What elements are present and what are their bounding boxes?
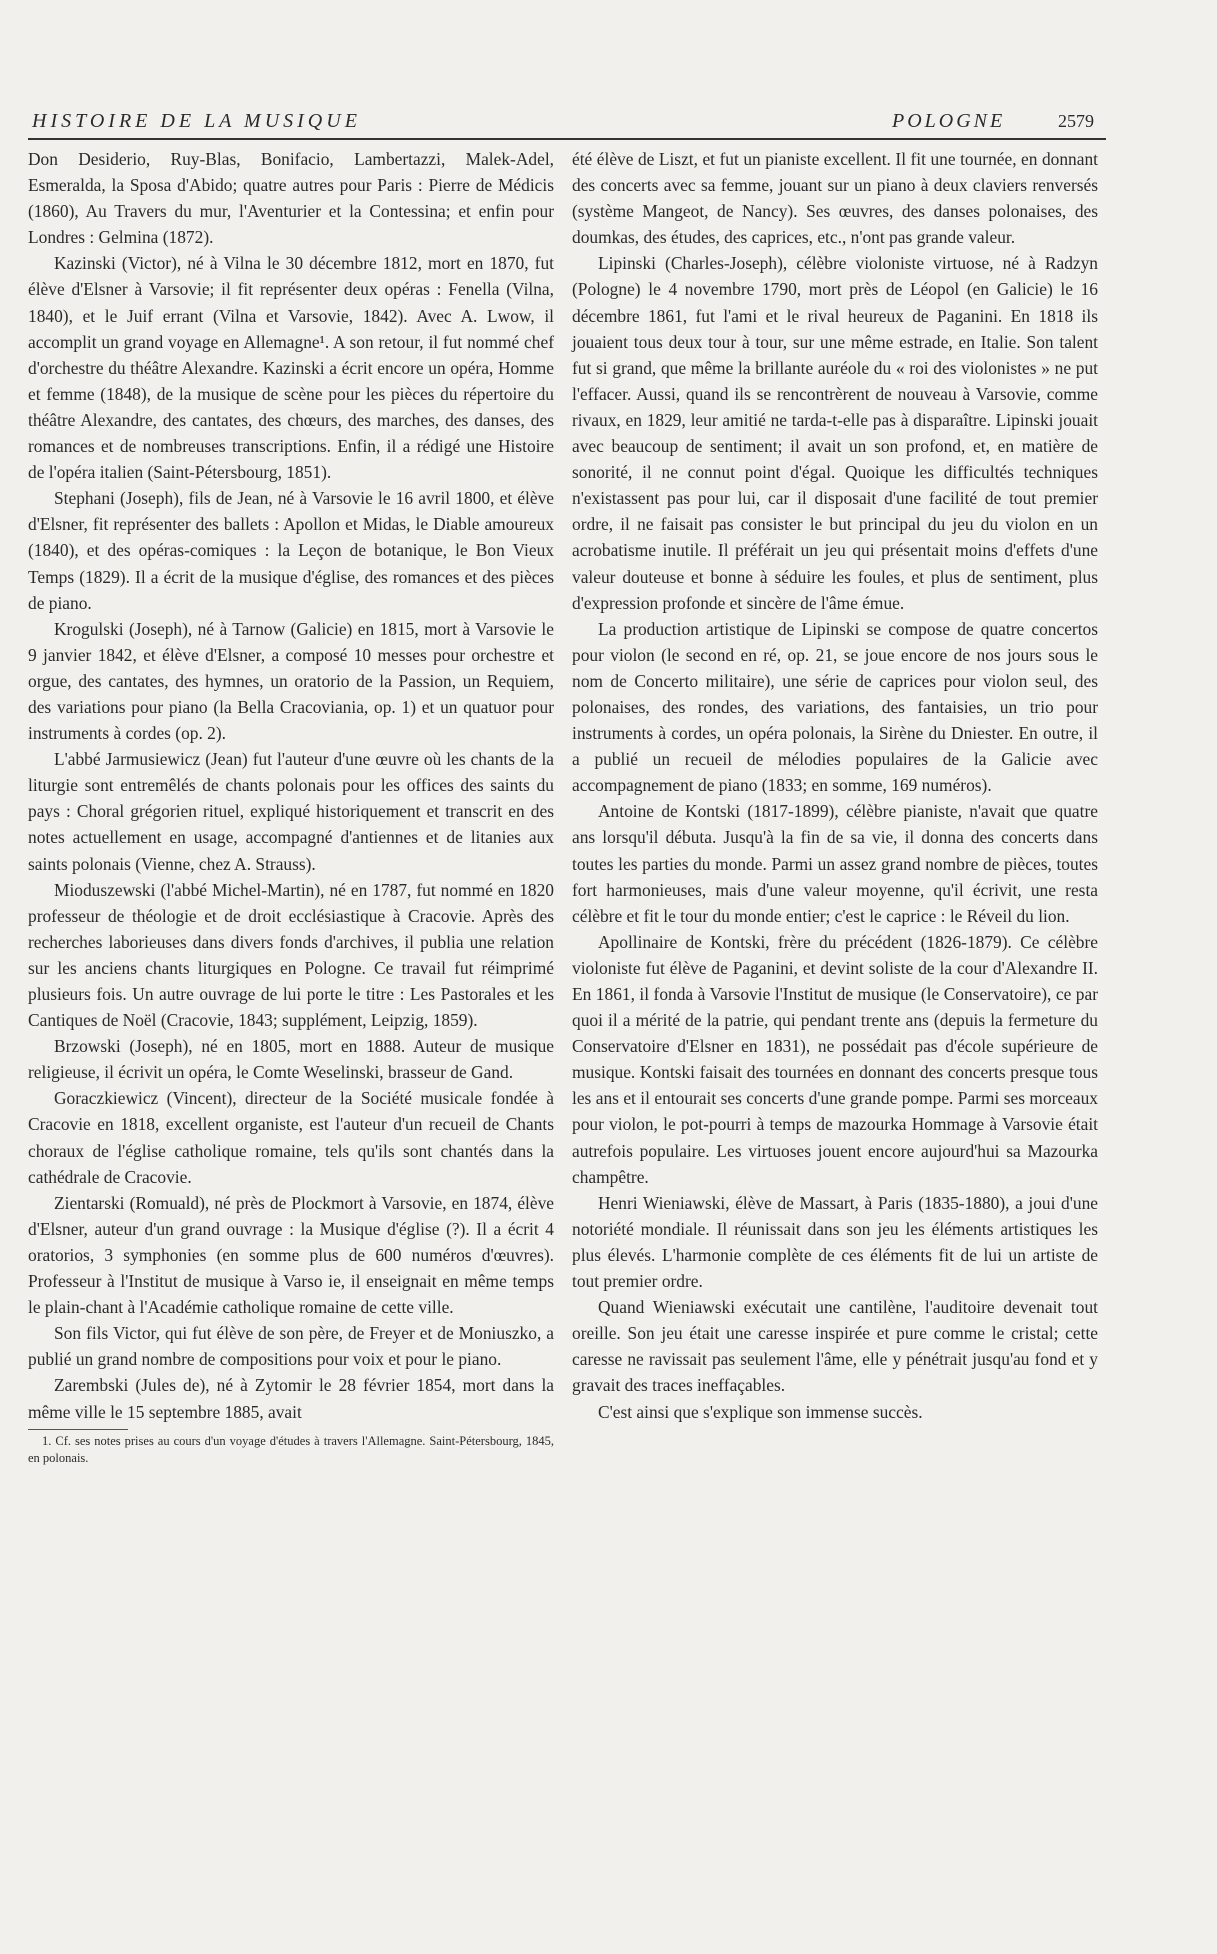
- running-title: HISTOIRE DE LA MUSIQUE: [32, 110, 361, 132]
- paragraph: Goraczkiewicz (Vincent), directeur de la Société musicale fondée à Cracovie en 1818, excellent organiste, est l'auteur d'un recueil de Chants choraux de l'église catholique romaine, tels qu'ils sont chantés dans la cathédrale de Cracovie.: [28, 1088, 554, 1187]
- paragraph: Quand Wieniawski exécutait une cantilène, l'auditoire devenait tout oreille. Son jeu était une caresse inspirée et pure comme le cristal; cette caresse ne ravissait pas seulement l'âme, elle y pénétrait jusqu'au fond et y gravait des traces ineffaçables.: [572, 1297, 1098, 1396]
- header-rule: [28, 138, 1106, 140]
- paragraph: été élève de Liszt, et fut un pianiste excellent. Il fit une tournée, en donnant des concerts avec sa femme, jouant sur un piano à deux claviers renversés (système Mangeot, de Nancy). Ses œuvres, des danses polonaises, des doumkas, des études, des caprices, etc., n'ont pas grande valeur.: [572, 149, 1098, 248]
- paragraph: Lipinski (Charles-Joseph), célèbre violoniste virtuose, né à Radzyn (Pologne) le 4 novembre 1790, mort près de Léopol (en Galicie) le 16 décembre 1861, fut l'ami et le rival heureux de Paganini. En 1818 ils jouaient tous deux tour à tour, sur une même estrade, en Italie. Son talent fut si grand, que même la brillante auréole du « roi des violonistes » ne put l'effacer. Aussi, quand ils se rencontrèrent de nouveau à Varsovie, comme rivaux, en 1829, leur amitié ne tarda-t-elle pas à disparaître. Lipinski jouait avec beaucoup de sentiment; il avait un son profond, et, en matière de sonorité, il ne connut point d'égal. Quoique les difficultés techniques n'existassent pas pour lui, car il disposait d'une facilité de tout premier ordre, il ne faisait pas consister le but principal du jeu du violon en un acrobatisme inutile. Il préférait un jeu qui présentait moins d'effets d'une valeur douteuse et bonne à séduire les foules, et plus de sentiment, plus d'expression profonde et sincère de l'âme émue.: [572, 253, 1098, 613]
- paragraph: Brzowski (Joseph), né en 1805, mort en 1888. Auteur de musique religieuse, il écrivit un opéra, le Comte Weselinski, brasseur de Gand.: [28, 1036, 554, 1083]
- paragraph: Antoine de Kontski (1817-1899), célèbre pianiste, n'avait que quatre ans lorsqu'il débuta. Jusqu'à la fin de sa vie, il donna des concerts dans toutes les parties du monde. Parmi un assez grand nombre de pièces, toutes fort harmonieuses, mais d'une valeur moyenne, qu'il écrivit, une resta célèbre et fit le tour du monde entier; c'est le caprice : le Réveil du lion.: [572, 801, 1098, 926]
- left-column: [28, 146, 554, 1467]
- paragraph: Krogulski (Joseph), né à Tarnow (Galicie) en 1815, mort à Varsovie le 9 janvier 1842, et élève d'Elsner, a composé 10 messes pour orchestre et orgue, des cantates, des hymnes, un oratorio de la Passion, un Requiem, des variations pour piano (la Bella Cracoviania, op. 1) et un quatuor pour instruments à cordes (op. 2).: [28, 618, 554, 744]
- paragraph: La production artistique de Lipinski se compose de quatre concertos pour violon (le second en ré, op. 21, se joue encore de nos jours sous le nom de Concerto militaire), une série de caprices pour violon seul, des polonaises, des rondes, des variations, des fantaisies, un trio pour instruments à cordes, un opéra polonais, la Sirène du Dniester. En outre, il a publié un recueil de mélodies populaires de la Galicie avec accompagnement de piano (1833; en somme, 169 numéros).: [572, 618, 1098, 796]
- footnote-rule: [28, 1429, 128, 1430]
- paragraph: L'abbé Jarmusiewicz (Jean) fut l'auteur d'une œuvre où les chants de la liturgie sont entremêlés de chants polonais pour les offices des saints du pays : Choral grégorien rituel, expliqué historiquement et transcrit en des notes actuellement en usage, accompagné d'antiennes et de litanies aux saints polonais (Vienne, chez A. Strauss).: [28, 749, 554, 874]
- paragraph: Son fils Victor, qui fut élève de son père, de Freyer et de Moniuszko, a publié un grand nombre de compositions pour voix et pour le piano.: [28, 1323, 554, 1370]
- paragraph: Zarembski (Jules de), né à Zytomir le 28 février 1854, mort dans la même ville le 15 septembre 1885, avait: [28, 1375, 554, 1422]
- paragraph: Henri Wieniawski, élève de Massart, à Paris (1835-1880), a joui d'une notoriété mondiale. Il réunissait dans son jeu les éléments artistiques les plus élevés. L'harmonie complète de ces éléments fit de lui un artiste de tout premier ordre.: [572, 1192, 1098, 1292]
- paragraph: C'est ainsi que s'explique son immense succès.: [598, 1401, 923, 1422]
- right-column: [572, 146, 1098, 1425]
- footnote: 1. Cf. ses notes prises au cours d'un voyage d'études à travers l'Allemagne. Saint-Pétersbourg, 1845, en polonais.: [28, 1433, 554, 1465]
- paragraph: Don Desiderio, Ruy-Blas, Bonifacio, Lambertazzi, Malek-Adel, Esmeralda, la Sposa d'Abido; quatre autres pour Paris : Pierre de Médicis (1860), Au Travers du mur, l'Aventurier et la Contessina; et enfin pour Londres : Gelmina (1872).: [28, 149, 554, 248]
- paragraph: Stephani (Joseph), fils de Jean, né à Varsovie le 16 avril 1800, et élève d'Elsner, fit représenter des ballets : Apollon et Midas, le Diable amoureux (1840), et des opéras-comiques : la Leçon de botanique, le Bon Vieux Temps (1829). Il a écrit de la musique d'église, des romances et des pièces de piano.: [28, 488, 554, 613]
- section-title: POLOGNE: [892, 110, 1006, 132]
- paragraph: Apollinaire de Kontski, frère du précédent (1826-1879). Ce célèbre violoniste fut élève de Paganini, et devint soliste de la cour d'Alexandre II. En 1861, il fonda à Varsovie l'Institut de musique (le Conservatoire), ce par quoi il a mérité de la patrie, qui pendant trente ans (depuis la fermeture du Conservatoire d'Elsner en 1831), ne possédait pas d'école supérieure de musique. Kontski faisait des tournées en donnant des concerts presque tous les ans et il entourait ses concerts d'une grande pompe. Parmi ses morceaux pour violon, le pot-pourri à temps de mazourka Hommage à Varsovie était autrefois populaire. Les virtuoses jouent encore aujourd'hui sa Mazourka champêtre.: [572, 931, 1098, 1187]
- paragraph: Kazinski (Victor), né à Vilna le 30 décembre 1812, mort en 1870, fut élève d'Elsner à Varsovie; il fit représenter deux opéras : Fenella (Vilna, 1840), et le Juif errant (Vilna et Varsovie, 1842). Avec A. Lwow, il accomplit un grand voyage en Allemagne¹. A son retour, il fut nommé chef d'orchestre du théâtre Alexandre. Kazinski a écrit encore un opéra, Homme et femme (1848), de la musique de scène pour les pièces du répertoire du théâtre Alexandre, des cantates, des chœurs, des marches, des danses, des romances et de nombreuses transcriptions. Enfin, il a rédigé une Histoire de l'opéra italien (Saint-Pétersbourg, 1851).: [28, 253, 554, 483]
- page-number: 2579: [1058, 111, 1094, 131]
- paragraph: Mioduszewski (l'abbé Michel-Martin), né en 1787, fut nommé en 1820 professeur de théologie et de droit ecclésiastique à Cracovie. Après des recherches laborieuses dans divers fonds d'archives, il publia une relation sur les anciens chants liturgiques en Pologne. Ce travail fut réimprimé plusieurs fois. Un autre ouvrage de lui porte le titre : Les Pastorales et les Cantiques de Noël (Cracovie, 1843; supplément, Leipzig, 1859).: [28, 879, 554, 1031]
- paragraph: Zientarski (Romuald), né près de Plockmort à Varsovie, en 1874, élève d'Elsner, auteur d'un grand ouvrage : la Musique d'église (?). Il a écrit 4 oratorios, 3 symphonies (en somme plus de 600 numéros d'œuvres). Professeur à l'Institut de musique à Varso ie, il enseignait en même temps le plain-chant à l'Académie catholique romaine de cette ville.: [28, 1192, 554, 1318]
